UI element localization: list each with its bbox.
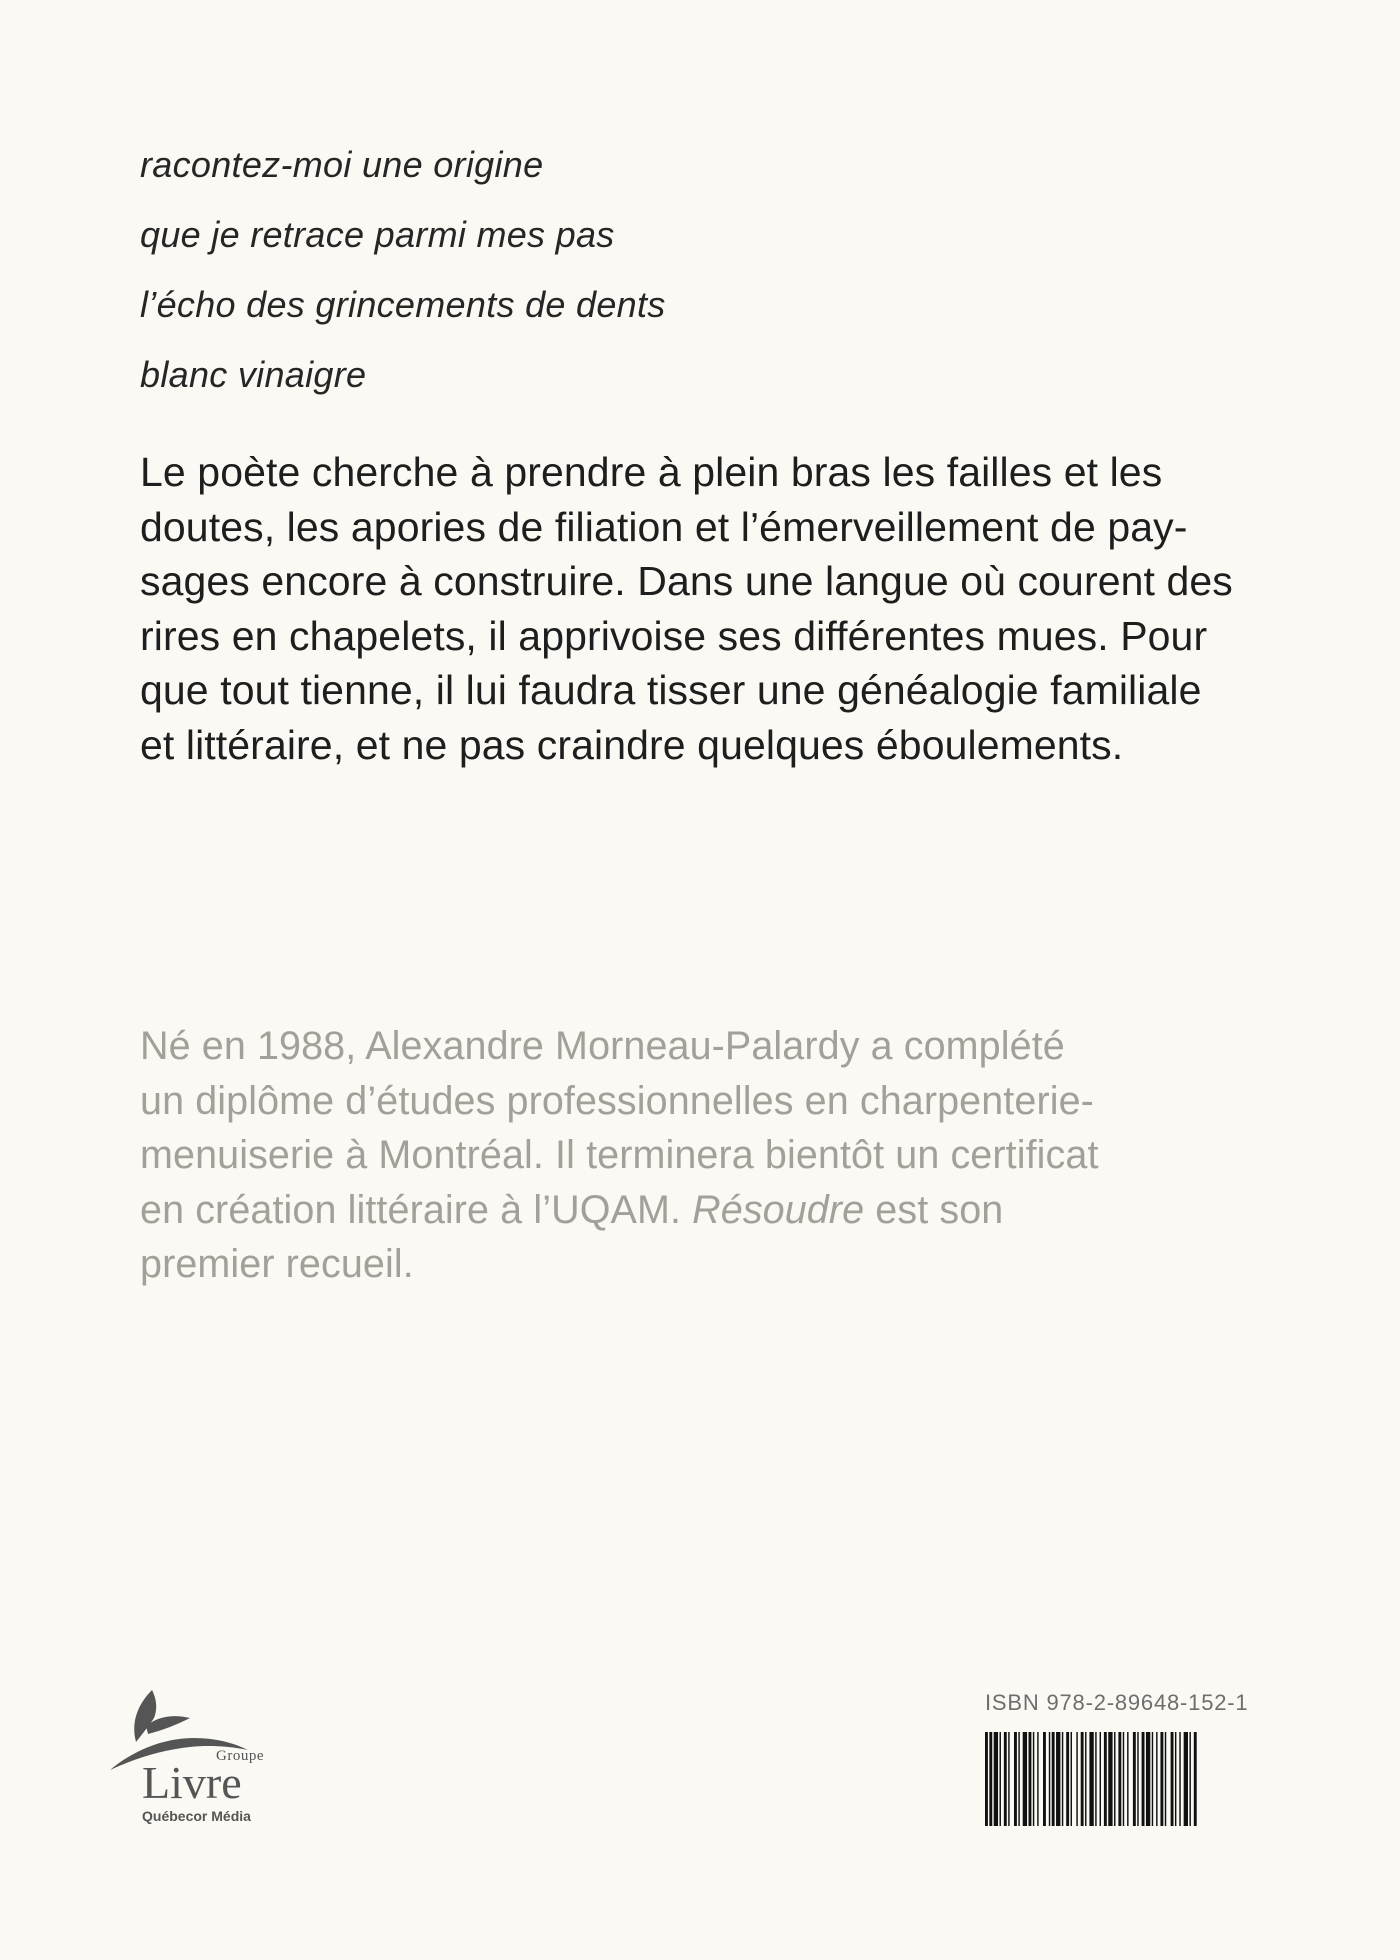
barcode-bar [1000,1732,1001,1826]
barcode-bar [1004,1732,1007,1826]
barcode-bar [1194,1732,1197,1826]
barcode-bar [1189,1732,1190,1826]
barcode-bar [1100,1732,1101,1826]
description-line: que tout tienne, il lui faudra tisser une généalogie familiale [140,667,1202,713]
barcode-bar [1152,1732,1153,1826]
barcode-bar [1142,1732,1145,1826]
description-line: et littéraire, et ne pas craindre quelques éboulements. [140,721,1124,768]
barcode [985,1732,1249,1826]
barcode-bar [1118,1732,1121,1826]
barcode-bar [1085,1732,1086,1826]
barcode-bar [1089,1732,1093,1826]
barcode-bar [1062,1732,1063,1826]
barcode-bar [1018,1732,1019,1826]
barcode-bar [1023,1732,1027,1826]
description-line: rires en chapelets, il apprivoise ses différentes mues. Pour [140,612,1208,659]
barcode-bar [1137,1732,1138,1826]
bio-text: en création littéraire à l’UQAM. [140,1187,693,1232]
barcode-bar [1146,1732,1150,1826]
barcode-bar [1043,1732,1046,1826]
publisher-logo [110,1690,280,1830]
barcode-bar [1165,1732,1166,1826]
barcode-bar [1056,1732,1060,1826]
barcode-bar [1104,1732,1107,1826]
poem-line: racontez-moi une origine [140,144,544,185]
isbn-block [985,1690,1251,1826]
barcode-bar [1081,1732,1084,1826]
barcode-bar [1108,1732,1112,1826]
poem-line: blanc vinaigre [140,354,367,395]
description-line: Le poète cherche à prendre à plein bras les failles et les [140,449,1163,495]
book-description [140,445,1260,772]
bio-text: est son [864,1187,1004,1232]
bio-line: Né en 1988, Alexandre Morneau-Palardy a complété [140,1024,1065,1068]
barcode-bar [1037,1732,1038,1826]
barcode-bar [1049,1732,1050,1826]
bio-line: premier recueil. [140,1242,414,1286]
barcode-bar [1171,1732,1174,1826]
barcode-bar [1179,1732,1180,1826]
barcode-bar [1114,1732,1115,1826]
bio-line: un diplôme d’études professionnelles en charpenterie- [140,1078,1094,1123]
barcode-bar [1052,1732,1055,1826]
publisher-subtitle: Québecor Média [142,1808,251,1824]
isbn-label: ISBN 978-2-89648-152-1 [985,1690,1249,1715]
description-line: sages encore à construire. Dans une langue où courent des [140,558,1233,604]
barcode-bar [994,1732,998,1826]
barcode-bar [1008,1732,1009,1826]
bio-line [140,1183,1240,1238]
barcode-bar [1133,1732,1136,1826]
poem-line: l’écho des grincements de dents [140,284,666,325]
barcode-bar [1127,1732,1128,1826]
book-title: Résoudre [692,1187,865,1232]
publisher-livre: Livre [142,1757,242,1808]
author-bio [140,1019,1240,1292]
poem-excerpt [140,130,1040,410]
barcode-bar [1156,1732,1157,1826]
poem-line: que je retrace parmi mes pas [140,214,615,255]
barcode-bar [1184,1732,1188,1826]
barcode-bar [1175,1732,1176,1826]
barcode-bar [1029,1732,1032,1826]
barcode-bar [985,1732,988,1826]
barcode-bar [1014,1732,1017,1826]
bio-line: menuiserie à Montréal. Il terminera bientôt un certificat [140,1133,1099,1177]
barcode-bar [1033,1732,1034,1826]
barcode-bar [1095,1732,1096,1826]
barcode-bar [1123,1732,1124,1826]
barcode-bar [1071,1732,1072,1826]
barcode-bar [1066,1732,1069,1826]
description-line: doutes, les apories de filiation et l’émerveillement de pay- [140,503,1188,550]
barcode-bar [1076,1732,1077,1826]
barcode-bar [989,1732,992,1826]
publisher-groupe: Groupe [216,1748,264,1764]
barcode-bar [1160,1732,1163,1826]
